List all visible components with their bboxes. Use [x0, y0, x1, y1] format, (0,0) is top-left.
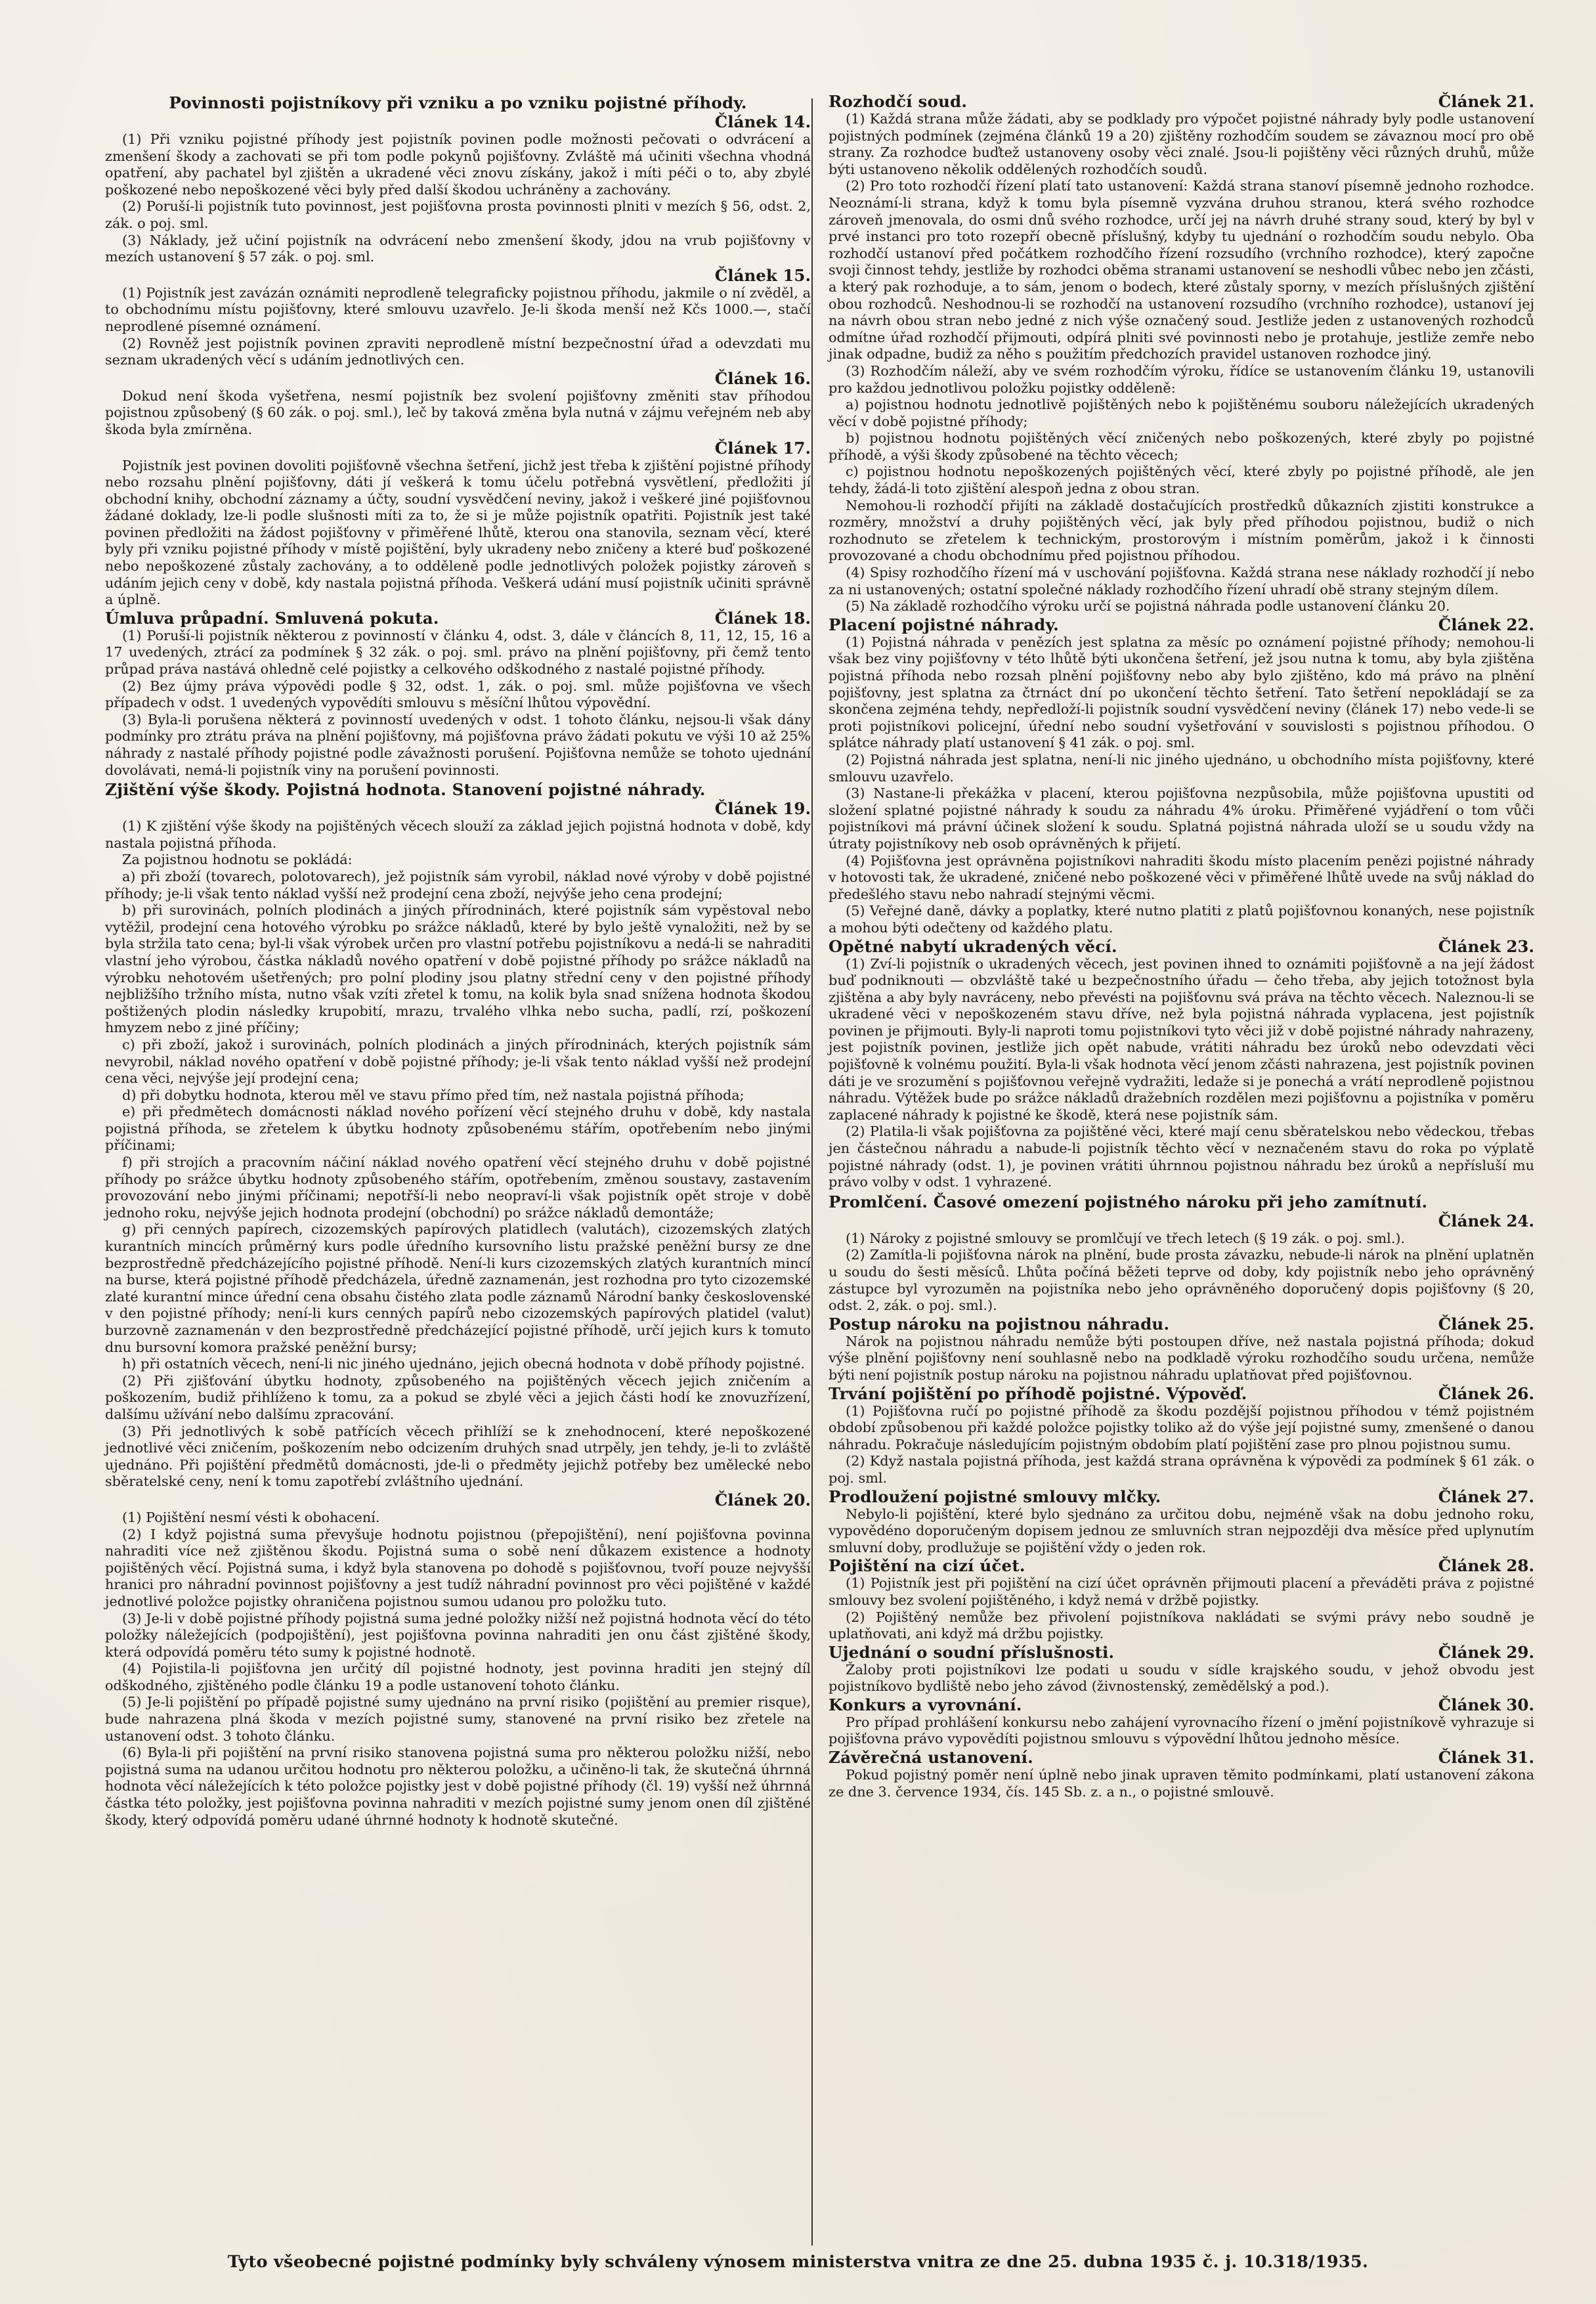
section-heading-row: [829, 1487, 1534, 1506]
section-title-postup-naroku: Postup nároku na pojistnou náhradu.: [829, 1314, 1170, 1334]
article-19-heading: Článek 19.: [714, 799, 811, 819]
paragraph: (4) Pojišťovna jest oprávněna pojistníkovi nahraditi škodu místo placením penězi pojistné náhrady v hotovosti tak, že ukradené, zničené nebo poškozené věci v přiměřené lhůtě uvede na svůj náklad do předešlého stavu nebo nahradí stejnými věcmi.: [829, 852, 1534, 902]
paragraph: (2) Pro toto rozhodčí řízení platí tato ustanovení: Každá strana stanoví písemně jednoho rozhodce. Neoznámí-li strana, když k tomu byla písemně vyzvána druhou stranou, která svého rozhodce zároveň jmenovala, do osmi dnů svého rozhodce, určí jej na návrh druhé strany soud, který by byl v prvé instanci pro toto rozepří obecně příslušný, kdyby tu ujednání o rozhodčím soudu nebylo. Oba rozhodčí ustanoví před počátkem rozhodčího řízení rozsudího (vrchního rozhodce), který započne svoji činnost tehdy, jestliže by rozhodci oběma stranami ustanovení se neshodli vůbec nebo jen zčásti, a který pak rozhoduje, a to sám, jenom o bodech, které zůstaly sporny, v mezích příslušných zjištění obou rozhodců. Neshodnou-li se rozhodčí na ustanovení rozsudího (vrchního rozhodce), ustanoví jej na návrh obou stran nebo jedné z nich výše označený soud. Jestliže jeden z ustanovených rozhodců odmítne úřad rozhodčí přijmouti, odpírá plniti své povinnosti nebo je protahuje, jestliže zemře nebo jinak odpadne, budiž za něho s použitím předchozích pravidel ustanoven rozhodce jiný.: [829, 178, 1534, 362]
article-25-heading: Článek 25.: [1438, 1314, 1534, 1334]
list-item: b) při surovinách, polních plodinách a jiných přírodninách, které pojistník sám vypěstoval nebo vytěžil, prodejní cena hotového výrobku po srážce nákladů, které by bylo ještě vynaložiti, než by se byla stržila tato cena; byl-li však výrobek určen pro vlastní potřebu pojistníkovu a nedá-li se nahraditi vlastní jeho výrobou, částka nákladů nového opatření v době pojistné příhody po srážce nákladů na výrobku nehotovém ušetřených; pro polní plodiny jsou platny střední ceny v den pojistné příhody nejbližšího tržního místa, nutno však vzíti zřetel k tomu, na kolik byla snad snížena hodnota škodou poštižených plodin následky krupobití, mrazu, trvalého vlhka nebo sucha, padlí, rzí, poškození hmyzem nebo z jiné příčiny;: [105, 902, 811, 1036]
list-item: e) při předmětech domácnosti náklad nového pořízení věcí stejného druhu v době, kdy nastala pojistná příhoda, se zřetelem k úbytku hodnoty způsobenému stářím, opotřebením nebo jinými příčinami;: [105, 1104, 811, 1154]
list-item: g) při cenných papírech, cizozemských papírových platidlech (valutách), cizozemských zlatých kurantních mincích průměrný kurs podle úředního kursovního listu pražské peněžní bursy ze dne bezprostředně předcházejícího pojistné příhodě. Není-li kurs cizozemských zlatých kurantních mincí na burse, která pojistné příhodě předcházela, úředně zaznamenán, jest rozhodna pro tyto cizozemské zlaté kurantní mince úřední cena obsahu čistého zlata podle záznamů Národní banky československé v den pojistné příhody; není-li kurs cenných papírů nebo cizozemských papírových platidel (valut) burzovně zaznamenán v den bezprostředně předcházející pojistné příhodě, určí jejich kurs k tomuto dnu bursovní komora pražské peněžní bursy;: [105, 1221, 811, 1355]
section-heading-row: [829, 1748, 1534, 1767]
list-item: a) pojistnou hodnotu jednotlivě pojištěných nebo k pojištěnému souboru náležejících ukradených věcí v době pojistné příhody;: [829, 397, 1534, 429]
paragraph: (1) K zjištění výše škody na pojištěných věcech slouží za základ jejich pojistná hodnota v době, kdy nastala pojistná příhoda.: [105, 818, 811, 851]
article-15-heading: Článek 15.: [714, 265, 811, 285]
section-title-konkurs: Konkurs a vyrovnání.: [829, 1695, 1022, 1714]
list-item: a) při zboží (tovarech, polotovarech), jež pojistník sám vyrobil, náklad nové výroby v době pojistné příhody; je-li však tento náklad vyšší než prodejní cena zboží, nejvýše jeho cena prodejní;: [105, 868, 811, 902]
paragraph: Nebylo-li pojištění, které bylo sjednáno za určitou dobu, nejméně však na dobu jednoho roku, vypovědéno doporučeným dopisem jednou ze smluvních stran nejpozději dva měsíce před uplynutím smluvní doby, prodlužuje se pojištění vždy o jeden rok.: [829, 1506, 1534, 1555]
paragraph: (2) I když pojistná suma převyšuje hodnotu pojistnou (přepojištění), není pojišťovna povinna nahraditi více než zjištěnou škodu. Pojistná suma o sobě není důkazem existence a hodnoty pojištěných věcí. Pojistná suma, i když byla stanovena po dohodě s pojišťovnou, tvoří pouze nejvyšší hranici pro náhradní povinnost pojišťovny a jest tudíž náhradní povinnost pro věci pojištěné v každé jednotlivé položce pojistky ohraničena pojistnou sumou udanou pro položku tuto.: [105, 1526, 811, 1609]
article-26-heading: Článek 26.: [1438, 1383, 1534, 1403]
paragraph: (2) Při zjišťování úbytku hodnoty, způsobeného na pojištěných věcech jejich zničením a poškozením, budiž přihlíženo k tomu, za a pokud se zbylé věci a jejich části hodí ke znovuzřízení, dalšímu užívání nebo dalšímu zpracování.: [105, 1372, 811, 1422]
paragraph: (4) Pojistila-li pojišťovna jen určitý díl pojistné hodnoty, jest povinna hraditi jen stejný díl odškodného, zjištěného podle článku 19 a podle ustanovení tohoto článku.: [105, 1661, 811, 1693]
section-title-placeni-pojistne-nahrady: Placení pojistné náhrady.: [829, 615, 1059, 634]
paragraph: Žaloby proti pojistníkovi lze podati u soudu v sídle krajského soudu, v jehož obvodu jest pojistníkovo bydliště nebo jeho závod (živnostenský, zemědělský a pod.).: [829, 1661, 1534, 1695]
section-title-promlceni: Promlčení. Časové omezení pojistného nároku při jeho zamítnutí.: [829, 1192, 1428, 1211]
paragraph: (2) Zamítla-li pojišťovna nárok na plnění, bude prosta závazku, nebude-li nárok na plnění uplatněn u soudu do šesti měsíců. Lhůta počíná běžeti teprve od doby, kdy pojistník nebo jeho oprávněný zástupce byl vyrozuměn na pojistníka nebo jeho oprávněného doporučený dopis pojišťovny (§ 20, odst. 2, zák. o poj. sml.).: [829, 1247, 1534, 1314]
article-29-heading: Článek 29.: [1438, 1642, 1534, 1662]
list-item: c) při zboží, jakož i surovinách, polních plodinách a jiných přírodninách, kterých pojistník sám nevyrobil, náklad nového opatření v době pojistné příhody; je-li však tento náklad vyšší než prodejní cena věci, nejvýše její prodejní cena;: [105, 1036, 811, 1087]
list-item: f) při strojích a pracovním náčiní náklad nového opatření věcí stejného druhu v době pojistné příhody po srážce úbytku hodnoty způsobeného stářím, opotřebením, změnou soustavy, zastavením provozování nebo jinými příčinami; nepotřší-li nebo neopraví-li však pojistník opět stroje v době jednoho roku, nejvýše jejich hodnota prodejní (obchodní) po srážce nákladů demontáže;: [105, 1154, 811, 1221]
article-20-heading: Článek 20.: [714, 1490, 811, 1510]
paragraph: Za pojistnou hodnotu se pokládá:: [122, 852, 353, 868]
article-23-heading: Článek 23.: [1438, 936, 1534, 956]
column-divider: [811, 98, 813, 2246]
paragraph: Pokud pojistný poměr není úplně nebo jinak upraven těmito podmínkami, platí ustanovení zákona ze dne 3. července 1934, čís. 145 Sb. z. a n., o pojistné smlouvě.: [829, 1767, 1534, 1800]
paragraph: (1) Při vzniku pojistné příhody jest pojistník povinen podle možnosti pečovati o odvrácení a zmenšení škody a zachovati se při tom podle pokynů pojišťovny. Zvláště má učiniti všechna vhodná opatření, aby pachatel byl zjištěn a ukradené věci znovu získány, jakož i míti péči o to, aby zbylé poškozené nebo nepoškozené věci byly před další škodou uchráněny a zachovány.: [105, 131, 811, 198]
article-27-heading: Článek 27.: [1438, 1487, 1534, 1506]
article-18-heading: Článek 18.: [714, 608, 811, 628]
paragraph: Pojistník jest povinen dovoliti pojišťovně všechna šetření, jichž jest třeba k zjištění pojistné příhody nebo rozsahu plnění pojišťovny, dáti jí veškerá k tomu účelu potřebná vysvětlení, předložiti jí obchodní knihy, obchodní záznamy a účty, soudní vysvědčení neviny, jakož i veškeré jiné pojišťovnou žádané doklady, lze-li podle slušnosti míti za to, že si je může pojistník opatřiti. Pojistník jest také povinen předložiti na žádost pojišťovny v přiměřené lhůtě, kterou ona stanovila, seznam věcí, které byly při vzniku pojistné příhody v místě pojištění, byly ukradeny nebo zničeny a které buď poškozené nebo nepoškozené zůstaly zachovány, a to odděleně podle jednotlivých položek pojistky zároveň s udáním jejich ceny v době, kdy nastala pojistná příhoda. Veškerá udání musí pojistník učiniti správně a úplně.: [105, 457, 811, 608]
section-title-prodlouzeni-smlouvy: Prodloužení pojistné smlouvy mlčky.: [829, 1487, 1161, 1506]
list-item: b) pojistnou hodnotu pojištěných věcí zničených nebo poškozených, které zbyly po pojistné příhodě, a výši škody způsobené na těchto věcech;: [829, 430, 1534, 463]
article-16-heading: Článek 16.: [714, 368, 811, 388]
paragraph: (5) Veřejné daně, dávky a poplatky, které nutno platiti z platů pojišťovnou konaných, nese pojistník a mohou býti odečteny od každého platu.: [829, 903, 1534, 936]
paragraph: (1) Pojistná náhrada v penězích jest splatna za měsíc po oznámení pojistné příhody; nemohou-li však bez viny pojišťovny v této lhůtě býti ukončena šetření, jež jsou nutna k tomu, aby byla zjištěna pojistná příhoda nebo rozsah plnění pojišťovny nebo aby bylo zjištěno, kdo má právo na plnění pojišťovny, jest splatna za čtrnáct dní po ukončení těchto šetření. Tato šetření nepokládají se za skončena zejména tehdy, nepředloží-li pojistník soudní vysvědčení neviny (článek 17) nebo vede-li se proti pojistníkovi policejní, úřední nebo soudní vyšetřování v souvislosti s pojistnou příhodou. O splátce náhrady platí ustanovení § 41 zák. o poj. sml.: [829, 634, 1534, 751]
article-30-heading: Článek 30.: [1438, 1695, 1534, 1714]
article-24-heading: Článek 24.: [1438, 1211, 1534, 1230]
paragraph: (2) Poruší-li pojistník tuto povinnost, jest pojišťovna prosta povinnosti plniti v mezích § 56, odst. 2, zák. o poj. sml.: [105, 198, 811, 231]
section-heading-row: [105, 609, 811, 628]
article-28-heading: Článek 28.: [1438, 1556, 1534, 1576]
section-title-zaverecna-ustanoveni: Závěrečná ustanovení.: [829, 1748, 1033, 1768]
section-title-zjisteni-vyse-skody: Zjištění výše škody. Pojistná hodnota. Stanovení pojistné náhrady.: [105, 780, 706, 800]
article-21-heading: Článek 21.: [1438, 92, 1534, 111]
section-title-pojisteni-na-cizi-ucet: Pojištění na cizí účet.: [829, 1556, 1025, 1576]
paragraph: Dokud není škoda vyšetřena, nesmí pojistník bez svolení pojišťovny změniti stav příhodou pojistnou způsobený (§ 60 zák. o poj. sml.), leč by taková změna byla nutná v zájmu veřejném neb aby škoda byla zmírněna.: [105, 387, 811, 437]
list-item: c) pojistnou hodnotu nepoškozených pojištěných věcí, které zbyly po pojistné příhodě, ale jen tehdy, žádá-li toto zjištění alespoň jedna z obou stran.: [829, 464, 1534, 497]
paragraph: (2) Rovněž jest pojistník povinen zpraviti neprodleně místní bezpečnostní úřad a odevzdati mu seznam ukradených věcí s udáním jednotlivých cen.: [105, 335, 811, 368]
paragraph: Nárok na pojistnou náhradu nemůže býti postoupen dříve, než nastala pojistná příhoda; dokud výše plnění pojišťovny není souhlasně nebo na podkladě výroku rozhodčího soudu určena, nemůže býti není pojistník postup nároku na pojistnou náhradu uplatňovat před pojišťovnou.: [829, 1333, 1534, 1383]
paragraph: (2) Platila-li však pojišťovna za pojištěné věci, které mají cenu sběratelskou nebo vědeckou, třebas jen částečnou náhradu a nabude-li pojistník těchto věcí v neznačeném stavu do roka po výplatě pojistné náhrady (odst. 1), je povinen vrátiti úhrnnou pojistnou náhradu bez úroků a nepřísluší mu právo volby v odst. 1 vyhrazené.: [829, 1123, 1534, 1190]
list-item: h) při ostatních věcech, není-li nic jiného ujednáno, jejich obecná hodnota v době příhody pojistné.: [122, 1356, 806, 1372]
paragraph: (2) Pojistná náhrada jest splatna, není-li nic jiného ujednáno, u obchodního místa pojišťovny, které smlouvu uzavřelo.: [829, 751, 1534, 785]
section-heading-row: [829, 1384, 1534, 1403]
section-title-soudni-prislusnost: Ujednání o soudní příslušnosti.: [829, 1642, 1115, 1662]
paragraph: (1) Zví-li pojistník o ukradených věcech, jest povinen ihned to oznámiti pojišťovně a na její žádost buď podniknouti — obzvláště také u bezpečnostního úřadu — čeho třeba, aby jejich totožnost byla zjištěna a aby byly navráceny, nebo převésti na pojišťovnu svá práva na těchto věcech. Naleznou-li se ukradené věci v nepoškozeném stavu dříve, než byla pojistná náhrada vyplacena, jest pojistník povinen je přijmouti. Byly-li naproti tomu pojistníkovi tyto věci již v době pojistné náhrady nahrazeny, jest pojistník povinen, jestliže jich opět nabude, vrátiti náhradu bez úroků nebo odevzdati věci pojišťovně k volnému použití. Byla-li však hodnota věcí jenom zčásti nahrazena, jest pojistník povinen dáti je ve srozumění s pojišťovnou veřejně vydražiti, ledaže si je ponechá a vrátí neprodleně pojistnou náhradu. Výtěžek bude po srážce nákladů dražebních rozdělen mezi pojišťovnu a pojistníka v poměru zaplacené náhrady k pojistné ke škodě, která nese pojistník sám.: [829, 955, 1534, 1123]
article-17-heading: Článek 17.: [714, 438, 811, 458]
article-31-heading: Článek 31.: [1438, 1748, 1534, 1768]
paragraph: (5) Na základě rozhodčího výroku určí se pojistná náhrada podle ustanovení článku 20.: [846, 598, 1450, 615]
approval-footer: Tyto všeobecné pojistné podmínky byly schváleny výnosem ministerstva vnitra ze dne 25. dubna 1935 č. j. 10.318/1935.: [227, 2252, 1369, 2272]
paragraph: (2) Když nastala pojistná příhoda, jest každá strana oprávněna k výpovědi za podmínek § 61 zák. o poj. sml.: [829, 1453, 1534, 1486]
paragraph: (1) Pojištění nesmí vésti k obohacení.: [122, 1509, 380, 1525]
article-14-heading: Článek 14.: [714, 112, 811, 131]
paragraph: (3) Při jednotlivých k sobě patřících věcech přihlíží se k znehodnocení, které nepoškozené jednotlivé věci zničením, poškozením nebo odcizením druhých snad utrpěly, jen tehdy, je-li to zvláště ujednáno. Při pojištění předmětů domácnosti, jde-li o předměty jejichž potřeby bez umělecké nebo sběratelské ceny, není k tomu zapotřebí zvláštního ujednání.: [105, 1423, 811, 1490]
left-column: [105, 92, 811, 1829]
paragraph: Pro případ prohlášení konkursu nebo zahájení vyrovnacího řízení o jmění pojistníkově vyhrazuje si pojišťovna právo vypovědíti pojistnou smlouvu s výpovědní lhůtou jednoho měsíce.: [829, 1714, 1534, 1747]
paragraph: (1) Pojišťovna ručí po pojistné příhodě za škodu pozdější pojistnou příhodou v témž pojistném období způsobenou při každé položce pojistky toliko až do výše její pojistné sumy, zmenšené o danou náhradu. Pokračuje následujícím pojistným obdobím platí pojištění zase pro plnou pojistnou sumu.: [829, 1402, 1534, 1452]
section-heading-row: [829, 1315, 1534, 1334]
article-22-heading: Článek 22.: [1438, 615, 1534, 634]
section-heading-row: [829, 92, 1534, 111]
paragraph: (2) Pojištěný nemůže bez přivolení pojistníkova nakládati se svými právy nebo soudně je uplatňovati, ani když má držbu pojistky.: [829, 1609, 1534, 1642]
section-title-umluva-prupadni: Úmluva průpadní. Smluvená pokuta.: [105, 608, 439, 628]
paragraph: (3) Náklady, jež učiní pojistník na odvrácení nebo zmenšení škody, jdou na vrub pojišťovny v mezích ustanovení § 57 zák. o poj. sml.: [105, 232, 811, 265]
paragraph: (1) Pojistník jest při pojištění na cizí účet oprávněn přijmouti placení a převáděti práva z pojistné smlouvy bez svolení pojištěného, i když nemá v držbě pojistky.: [829, 1575, 1534, 1608]
section-heading-row: [829, 1695, 1534, 1714]
section-heading-row: [829, 615, 1534, 634]
section-title-pojistnikovy-povinnosti: Povinnosti pojistníkovy při vzniku a po vzniku pojistné příhody.: [169, 93, 747, 112]
paragraph: (6) Byla-li při pojištění na první risiko stanovena pojistná suma pro některou položku nižší, nebo pojistná suma na udanou určitou hodnotu pro některou položku, a učiněno-li tak, že skutečná úhrnná hodnota věcí náležejících k této položce pojistky jest v době pojistné příhody (čl. 19) vyšší než úhrnná částka této položky, jest pojišťovna povinna nahraditi v mezích pojistné sumy jenom onen díl zjištěné škody, který odpovídá poměru udané úhrnné hodnoty k hodnotě skutečné.: [105, 1745, 811, 1828]
paragraph: (3) Nastane-li překážka v placení, kterou pojišťovna nezpůsobila, může pojišťovna upustiti od složení splatné pojistné náhrady k soudu za náhradu 4% úroku. Přiměřené vyjádření o tom vůči pojistníkovi má právní účinek složení k soudu. Splatná pojistná náhrada uloží se u soudu vždy na útraty pojistníkovy neb osob oprávněných k přijetí.: [829, 785, 1534, 852]
section-heading-row: [829, 1643, 1534, 1662]
paragraph: (1) Každá strana může žádati, aby se podklady pro výpočet pojistné náhrady byly podle ustanovení pojistných podmínek (zejména článků 19 a 20) zjištěny rozhodčím soudem se závaznou mocí pro obě strany. Za rozhodce buďtež ustanoveny osoby věci znalé. Jsou-li pojištěny věci různých druhů, může býti ustanoveno několik oddělených rozhodčích soudů.: [829, 111, 1534, 177]
section-title-trvani-pojisteni: Trvání pojištění po příhodě pojistné. Výpověď.: [829, 1383, 1247, 1403]
paragraph: (3) Rozhodčím náleží, aby ve svém rozhodčím výroku, řídíce se ustanovením článku 19, ustanovili pro každou jednotlivou položku pojistky odděleně:: [829, 362, 1534, 396]
list-item: d) při dobytku hodnota, kterou měl ve stavu přímo před tím, než nastala pojistná příhoda;: [122, 1087, 744, 1103]
paragraph: (3) Je-li v době pojistné příhody pojistná suma jedné položky nižší než pojistná hodnota věcí do této položky náležejících (podpojištění), jest pojišťovna povinna nahraditi jen onu část zjištěné škody, která odpovídá poměru této sumy k pojistné hodnotě.: [105, 1610, 811, 1660]
paragraph: (1) Poruší-li pojistník některou z povinností v článku 4, odst. 3, dále v článcích 8, 11, 12, 15, 16 a 17 uvedených, ztrácí za podmínek § 32 zák. o poj. sml. právo na plnění pojišťovny, při čemž tento průpad práva nastává ohledně celé pojistky a celkového odškodného z nastalé pojistné příhody.: [105, 627, 811, 678]
paragraph: Nemohou-li rozhodčí přijíti na základě dostačujících prostředků důkazních zjistiti konstrukce a rozměry, množství a druhy pojištěných věcí, jak byly před příhodou pojistnou, budiž o nich rozhodnuto se zřetelem k technickým, prostorovým i místním poměrům, jakož i k činnosti provozované a chodu obchodnímu před pojistnou příhodou.: [829, 497, 1534, 564]
paragraph: (5) Je-li pojištění po případě pojistné sumy ujednáno na první risiko (pojištění au premier risque), bude nahrazena plná škoda v mezích pojistné sumy, stanovené na první risiko bez zřetele na ustanovení odst. 3 tohoto článku.: [105, 1694, 811, 1744]
section-heading-row: [829, 1556, 1534, 1575]
paragraph: (2) Bez újmy práva výpovědi podle § 32, odst. 1, zák. o poj. sml. může pojišťovna ve všech případech v odst. 1 uvedených vypovědíti smlouvu s měsíční lhůtou výpovědní.: [105, 678, 811, 711]
right-column: [829, 92, 1534, 1800]
paragraph: (1) Pojistník jest zavázán oznámiti neprodleně telegraficky pojistnou příhodu, jakmile o ní zvěděl, a to obchodnímu místu pojišťovny, které smlouvu uzavřelo. Je-li škoda menší než Kčs 1000.—, stačí neprodlené písemné oznámení.: [105, 284, 811, 334]
section-title-rozhodci-soud: Rozhodčí soud.: [829, 92, 968, 111]
paragraph: (4) Spisy rozhodčího řízení má v uschování pojišťovna. Každá strana nese náklady rozhodčí jí nebo za ni ustanovených; ostatní společné náklady rozhodčího řízení uhradí obě strany stejným dílem.: [829, 565, 1534, 598]
section-heading-row: [829, 937, 1534, 956]
section-title-opetne-nabyti: Opětné nabytí ukradených věcí.: [829, 936, 1117, 956]
paragraph: (3) Byla-li porušena některá z povinností uvedených v odst. 1 tohoto článku, nejsou-li však dány podmínky pro ztrátu práva na plnění pojišťovny, má pojišťovna právo žádati pokutu ve výši 10 až 25% náhrady z nastalé příhody pojistné podle závažnosti porušení. Pojišťovna nemůže se tohoto ujednání dovolávati, nemá-li pojistník viny na porušení povinnosti.: [105, 711, 811, 778]
paragraph: (1) Nároky z pojistné smlouvy se promlčují ve třech letech (§ 19 zák. o poj. sml.).: [846, 1230, 1406, 1246]
